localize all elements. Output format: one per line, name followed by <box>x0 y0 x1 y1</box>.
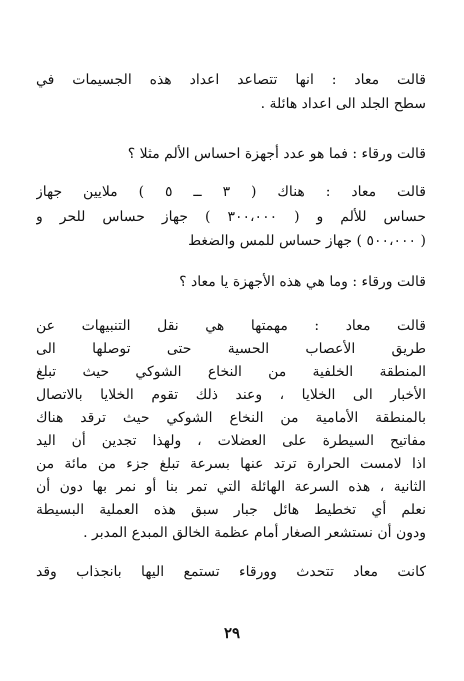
text-line: مفاتيح السيطرة على العضلات ، ولهذا تجدين أن اليد <box>36 433 426 449</box>
text-line: حساس للألم و ( ٣٠٠،٠٠٠ ) جهاز حساس للحر و <box>36 209 426 225</box>
text-line: ودون أن نستشعر الصغار أمام عظمة الخالق المبدع المدبر . <box>83 525 426 541</box>
text-line: اذا لامست الحرارة ترتد عنها بسرعة تبلغ جزء من مائة من <box>36 456 426 472</box>
text-line: كانت معاد تتحدث وورقاء تستمع اليها بانجذاب وقد <box>36 564 426 580</box>
text-line: قالت ورقاء : فما هو عدد أجهزة احساس الألم مثلا ؟ <box>127 146 426 162</box>
text-line: الثانية ، هذه السرعة الهائلة التي تمر بنا أو نمر بها دون أن <box>36 479 426 495</box>
text-line: قالت معاد : انها تتصاعد اعداد هذه الجسيمات في <box>36 72 426 88</box>
text-line: قالت معاد : هناك ( ٣ ــ ٥ ) ملايين جهاز <box>36 184 426 200</box>
text-line: بالمنطقة الأمامية من النخاع الشوكي حيث ترقد هناك <box>36 410 426 426</box>
text-line: سطح الجلد الى اعداد هائلة . <box>260 96 426 112</box>
text-line: طريق الأعصاب الحسية حتى توصلها الى <box>36 341 426 357</box>
page-number: ٢٩ <box>223 624 241 642</box>
text-line: المنطقة الخلفية من النخاع الشوكي حيث تبلغ <box>36 364 426 380</box>
text-line: الأخبار الى الخلايا ، وعند ذلك تقوم الخلايا بالاتصال <box>36 387 426 403</box>
text-line: نعلم أي تخطيط هائل جبار سبق هذه العملية البسيطة <box>36 502 426 518</box>
text-line: قالت ورقاء : وما هي هذه الأجهزة يا معاد ؟ <box>179 274 426 290</box>
text-line: قالت معاد : مهمتها هي نقل التنبيهات عن <box>36 318 426 334</box>
text-line: ( ٥٠٠،٠٠٠ ) جهاز حساس للمس والضغط <box>188 233 426 249</box>
